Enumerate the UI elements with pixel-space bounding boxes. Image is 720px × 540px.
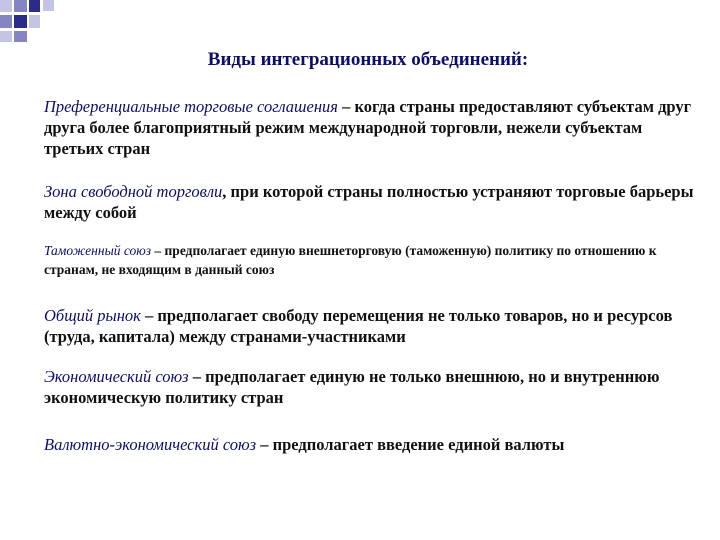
corner-square bbox=[0, 31, 12, 42]
item-term: Экономический союз bbox=[44, 367, 189, 386]
item-term: Зона свободной торговли bbox=[44, 182, 223, 201]
corner-square bbox=[29, 0, 40, 12]
list-item bbox=[44, 241, 694, 279]
item-definition: , при которой страны полностью устраняют торговые барьеры между собой bbox=[44, 182, 694, 222]
corner-square bbox=[14, 31, 27, 42]
item-definition: – предполагает введение единой валюты bbox=[256, 435, 565, 454]
corner-decoration bbox=[0, 0, 60, 45]
list-item bbox=[44, 366, 694, 408]
item-term: Общий рынок bbox=[44, 306, 141, 325]
item-term: Преференциальные торговые соглашения bbox=[44, 97, 338, 116]
list-item bbox=[44, 434, 694, 455]
corner-square bbox=[0, 15, 12, 28]
list-item bbox=[44, 96, 694, 159]
item-definition: – когда страны предоставляют субъектам друг друга более благоприятный режим международной торговли, нежели субъектам третьих стран bbox=[44, 97, 692, 158]
corner-square bbox=[14, 0, 27, 12]
corner-square bbox=[29, 15, 40, 28]
corner-square bbox=[0, 0, 12, 12]
item-term: Таможенный союз bbox=[44, 243, 152, 258]
list-item bbox=[44, 305, 694, 347]
item-term: Валютно-экономический союз bbox=[44, 435, 257, 454]
page-title: Виды интеграционных объединений: bbox=[207, 49, 529, 70]
corner-square bbox=[43, 0, 54, 11]
item-definition: – предполагает единую не только внешнюю, но и внутреннюю экономическую политику стран bbox=[44, 367, 660, 407]
list-item bbox=[44, 181, 694, 223]
corner-square bbox=[14, 15, 27, 28]
item-definition: – предполагает единую внешнеторговую (таможенную) политику по отношению к странам, не входящим в данный союз bbox=[44, 243, 657, 277]
item-definition: – предполагает свободу перемещения не только товаров, но и ресурсов (труда, капитала) между странами-участниками bbox=[44, 306, 673, 346]
